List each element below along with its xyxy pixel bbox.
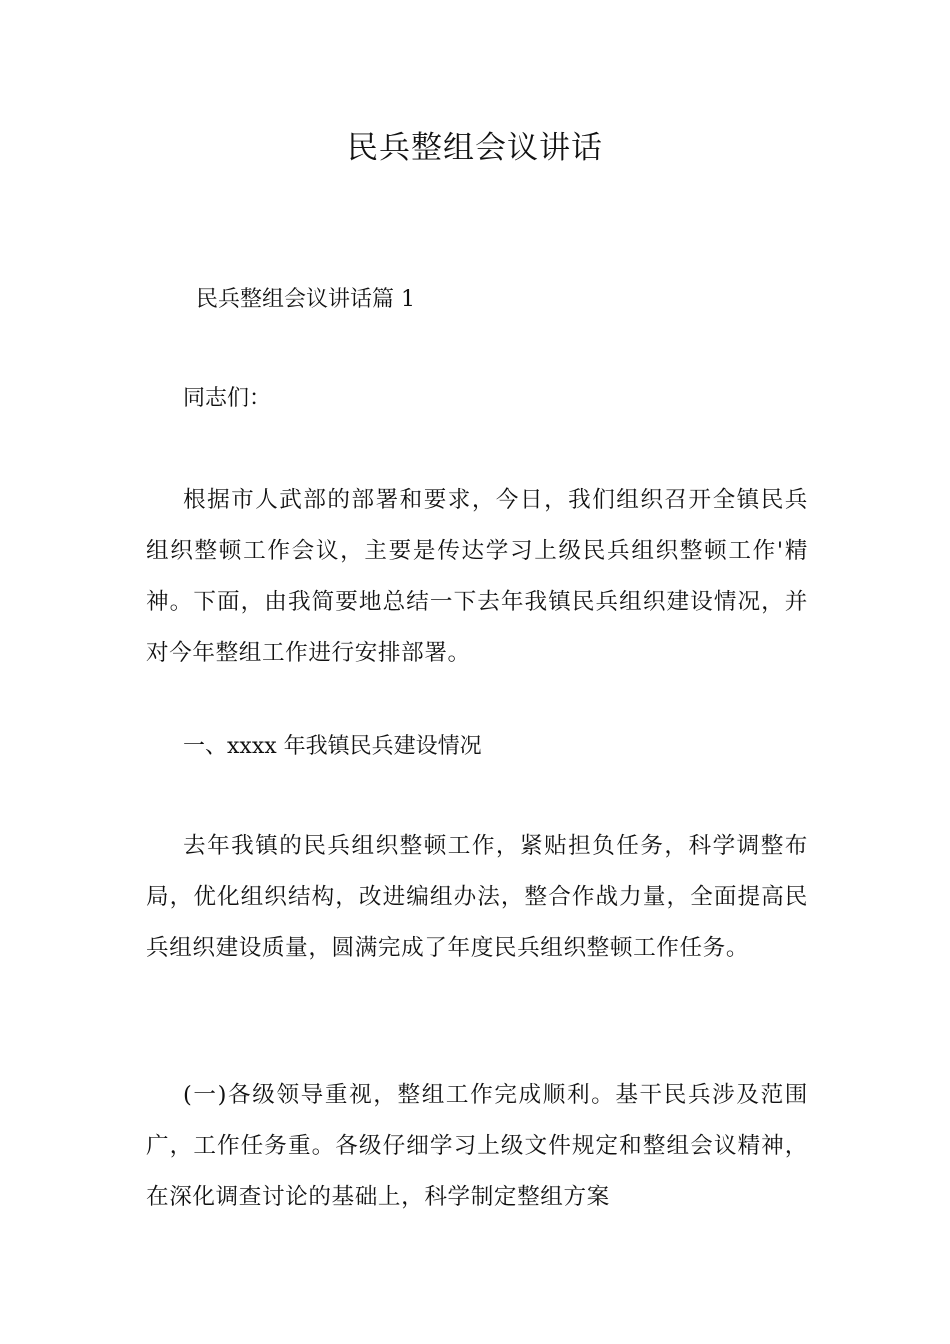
paragraph-intro: 根据市人武部的部署和要求，今日，我们组织召开全镇民兵组织整顿工作会议，主要是传达学习上级民兵组织整顿工作'精神。下面，由我简要地总结一下去年我镇民兵组织建设情况，并对今年整组工作进行安排部署。	[146, 487, 808, 666]
document-title: 民兵整组会议讲话	[347, 130, 603, 166]
greeting-line: 同志们：	[183, 386, 272, 411]
paragraph-point-one: (一)各级领导重视，整组工作完成顺利。基干民兵涉及范围广，工作任务重。各级仔细学习上级文件规定和整组会议精神，在深化调查讨论的基础上，科学制定整组方案	[146, 1082, 808, 1210]
document-subtitle: 民兵整组会议讲话篇 1	[196, 287, 415, 312]
paragraph-summary: 去年我镇的民兵组织整顿工作，紧贴担负任务，科学调整布局，优化组织结构，改进编组办法，整合作战力量，全面提高民兵组织建设质量，圆满完成了年度民兵组织整顿工作任务。	[146, 833, 808, 961]
section-heading: 一、xxxx 年我镇民兵建设情况	[183, 734, 482, 759]
